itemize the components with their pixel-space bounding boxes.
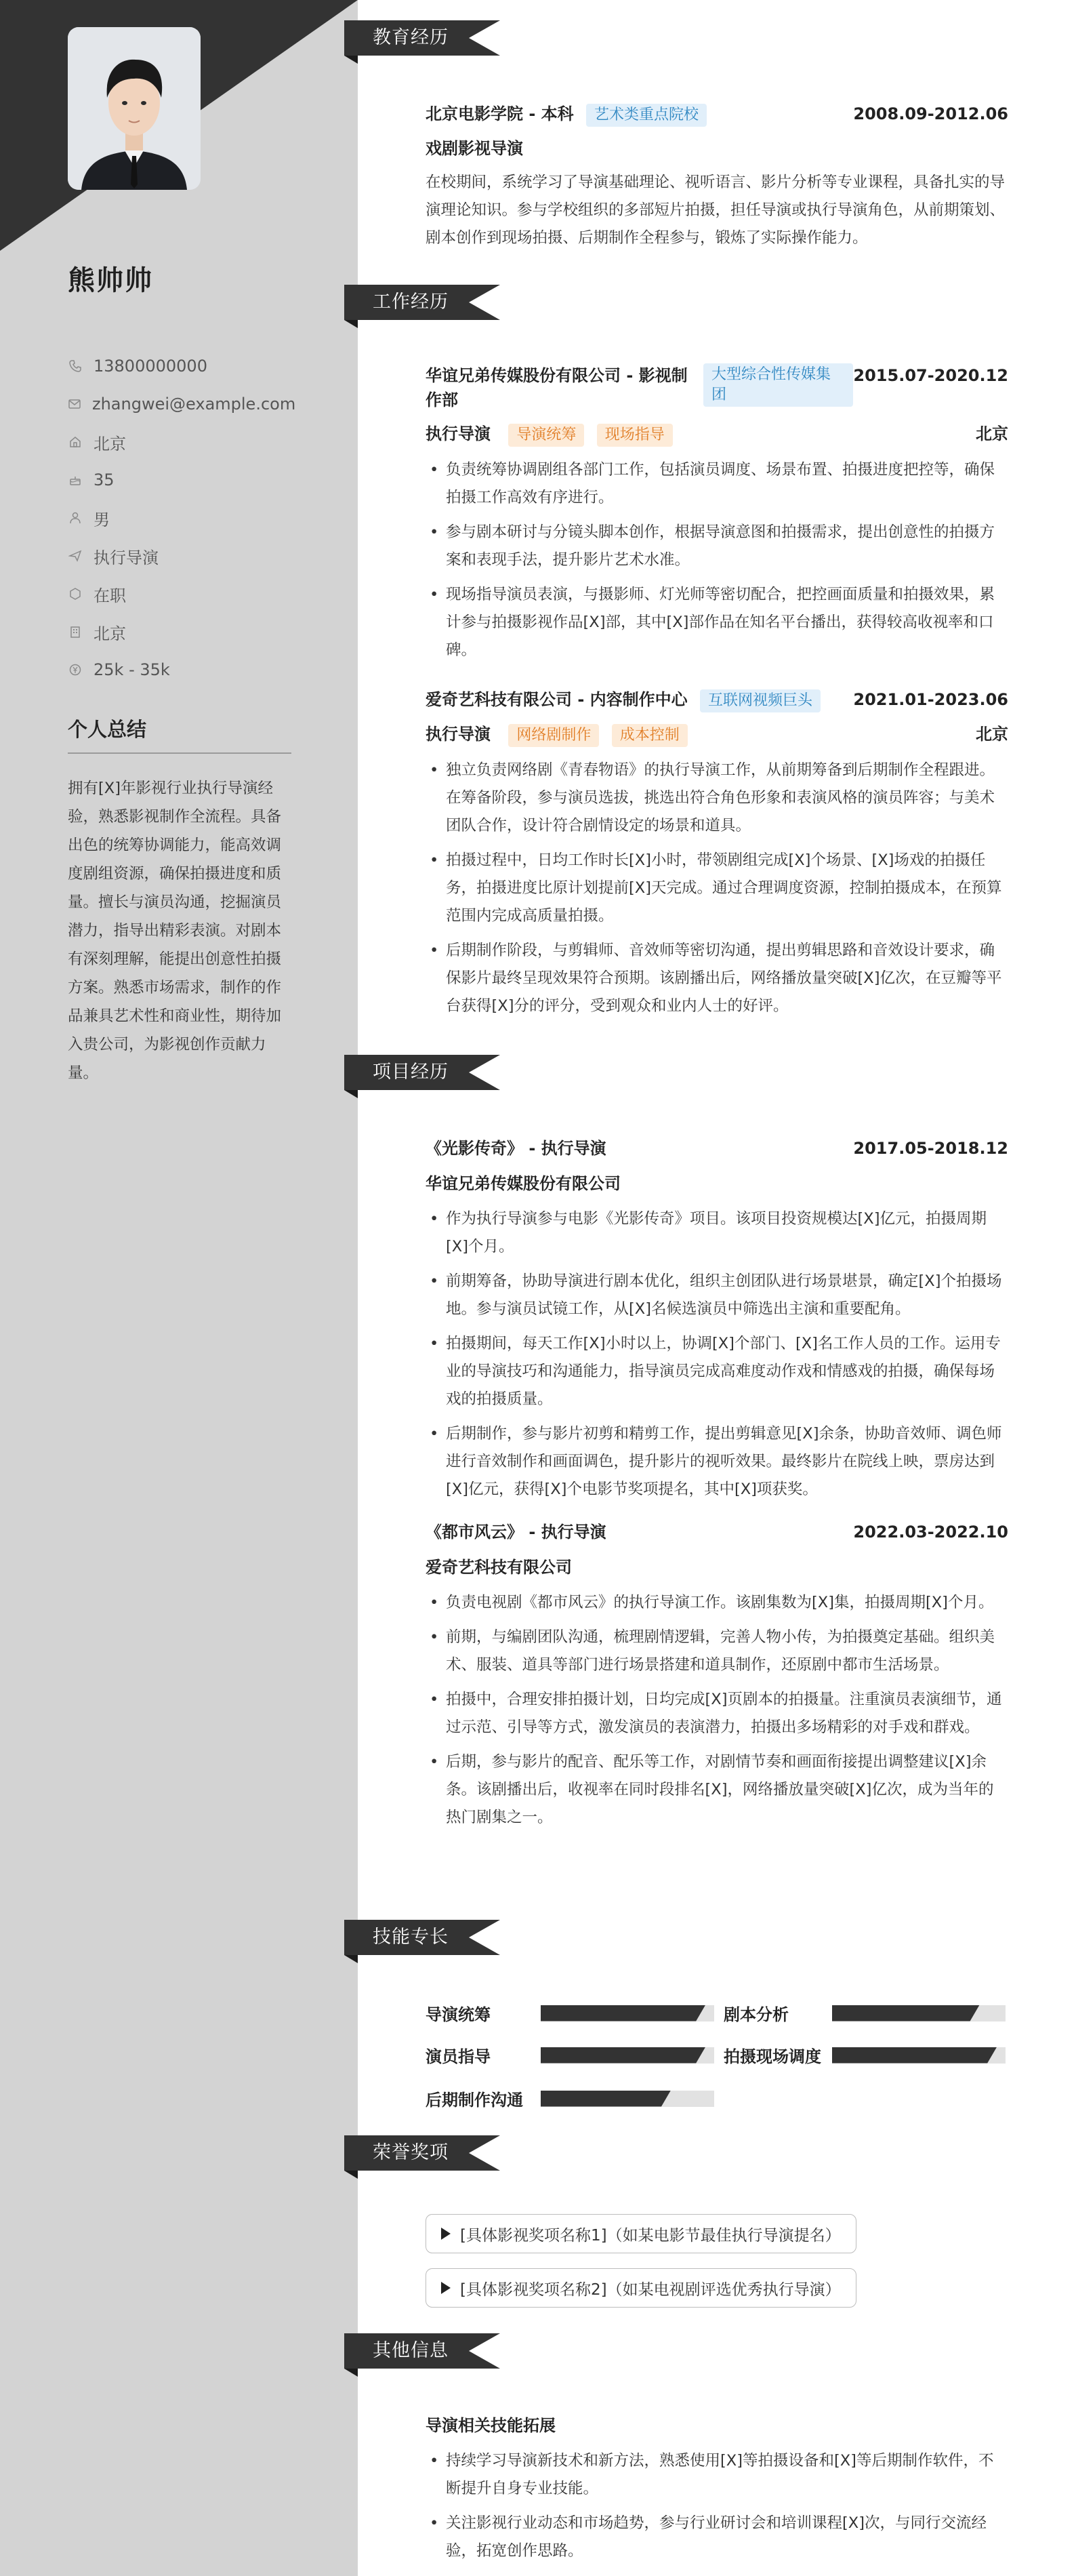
work-role: 执行导演	[426, 424, 491, 443]
info-salary-value: 25k - 35k	[94, 660, 170, 679]
skill-item	[426, 2001, 714, 2025]
skill-name: 后期制作沟通	[426, 2091, 523, 2110]
skill-bar-fill	[832, 2047, 997, 2064]
list-item: • 拍摄过程中，日均工作时长[X]小时，带领剧组完成[X]个场景、[X]场戏的拍摄任务，拍摄进度比原计划提前[X]天完成。通过合理调度资源，控制拍摄成本，在预算范围内完成高质量拍摄。	[426, 847, 1008, 930]
education-school-tag: 艺术类重点院校	[586, 104, 707, 127]
education-entry	[426, 102, 1008, 252]
skill-bar-fill	[541, 2005, 705, 2021]
info-city	[68, 613, 291, 651]
section-header-other	[344, 2333, 500, 2369]
skill-name: 拍摄现场调度	[724, 2047, 821, 2066]
phone-icon	[68, 359, 83, 374]
work-city: 北京	[976, 424, 1008, 443]
skill-bar	[541, 2005, 714, 2021]
project-title: 《都市风云》 - 执行导演	[426, 1523, 606, 1542]
project-bullets	[426, 1205, 1008, 1504]
triangle-right-icon	[441, 2228, 451, 2240]
project-entry	[426, 1520, 1008, 1838]
other-title: 导演相关技能拓展	[426, 2416, 556, 2435]
avatar	[68, 27, 201, 190]
work-role: 执行导演	[426, 725, 491, 744]
skill-bar-fill	[541, 2047, 705, 2064]
work-entry	[426, 363, 1008, 671]
skill-item	[426, 2043, 714, 2067]
other-entry	[426, 2413, 1008, 2572]
work-skill-tag: 网络剧制作	[508, 724, 599, 747]
list-item: • 作为执行导演参与电影《光影传奇》项目。该项目投资规模达[X]亿元，拍摄周期[X]个月。	[426, 1205, 1008, 1261]
project-company: 华谊兄弟传媒股份有限公司	[426, 1174, 621, 1193]
work-company-tag: 互联网视频巨头	[700, 689, 821, 712]
education-major: 戏剧影视导演	[426, 139, 523, 158]
summary-divider	[68, 752, 291, 754]
work-company-tag: 大型综合性传媒集团	[703, 363, 853, 407]
section-title-awards: 荣誉奖项	[373, 2142, 449, 2163]
list-item: • 负责电视剧《都市风云》的执行导演工作。该剧集数为[X]集，拍摄周期[X]个月。	[426, 1589, 1008, 1617]
skill-bar	[832, 2047, 1006, 2064]
work-date: 2021.01-2023.06	[853, 690, 1008, 709]
skill-item	[724, 2001, 1006, 2025]
skill-name: 导演统筹	[426, 2005, 491, 2024]
project-bullets	[426, 1589, 1008, 1832]
info-status-value: 在职	[94, 586, 126, 605]
summary-title: 个人总结	[68, 718, 147, 741]
skill-bar	[832, 2005, 1006, 2021]
send-icon	[68, 548, 83, 563]
work-bullets	[426, 456, 1008, 664]
info-gender	[68, 499, 291, 537]
candidate-name: 熊帅帅	[68, 265, 153, 296]
info-status	[68, 575, 291, 613]
list-item: • 后期制作阶段，与剪辑师、音效师等密切沟通，提出剪辑思路和音效设计要求，确保影片最终呈现效果符合预期。该剧播出后，网络播放量突破[X]亿次，在豆瓣等平台获得[X]分的评分，受到观众和业内人士的好评。	[426, 937, 1008, 1020]
list-item: • 拍摄中，合理安排拍摄计划，日均完成[X]页剧本的拍摄量。注重演员表演细节，通过示范、引导等方式，激发演员的表演潜力，拍摄出多场精彩的对手戏和群戏。	[426, 1686, 1008, 1742]
list-item: • 参与剧本研讨与分镜头脚本创作，根据导演意图和拍摄需求，提出创意性的拍摄方案和表现手法，提升影片艺术水准。	[426, 519, 1008, 574]
info-city-value: 北京	[94, 624, 126, 643]
work-city: 北京	[976, 725, 1008, 744]
section-header-awards	[344, 2135, 500, 2171]
project-date: 2017.05-2018.12	[853, 1139, 1008, 1158]
section-header-projects	[344, 1055, 500, 1090]
info-gender-value: 男	[94, 510, 110, 529]
section-title-skills: 技能专长	[373, 1927, 449, 1948]
award-text: [具体影视奖项名称2]（如某电视剧评选优秀执行导演）	[460, 2280, 841, 2299]
info-hometown	[68, 423, 291, 461]
home-icon	[68, 435, 83, 449]
info-phone-value: 13800000000	[94, 357, 207, 376]
gender-icon	[68, 510, 83, 525]
work-date: 2015.07-2020.12	[853, 366, 1008, 385]
award-item	[426, 2268, 856, 2308]
section-header-skills	[344, 1920, 500, 1955]
sidebar	[0, 0, 358, 2576]
section-title-projects: 项目经历	[373, 1062, 449, 1083]
main-content	[358, 0, 1076, 2576]
work-bullets	[426, 757, 1008, 1020]
list-item: • 负责统筹协调剧组各部门工作，包括演员调度、场景布置、拍摄进度把控等，确保拍摄工作高效有序进行。	[426, 456, 1008, 512]
work-skill-tag: 成本控制	[612, 724, 688, 747]
skill-item	[426, 2087, 714, 2110]
section-title-work: 工作经历	[373, 291, 449, 313]
work-skill-tag: 导演统筹	[508, 424, 584, 447]
info-email-value: zhangwei@example.com	[92, 395, 296, 414]
project-title: 《光影传奇》 - 执行导演	[426, 1139, 606, 1158]
work-entry	[426, 687, 1008, 1027]
skill-bar	[541, 2047, 714, 2064]
info-phone	[68, 347, 291, 385]
section-header-work	[344, 285, 500, 320]
salary-icon	[68, 662, 83, 677]
list-item: • 后期，参与影片的配音、配乐等工作，对剧情节奏和画面衔接提出调整建议[X]余条。该剧播出后，收视率在同时段排名[X]，网络播放量突破[X]亿次，成为当年的热门剧集之一。	[426, 1748, 1008, 1832]
project-date: 2022.03-2022.10	[853, 1523, 1008, 1542]
skill-name: 剧本分析	[724, 2005, 789, 2024]
list-item: • 后期制作，参与影片初剪和精剪工作，提出剪辑意见[X]余条，协助音效师、调色师进行音效制作和画面调色，提升影片的视听效果。最终影片在院线上映，票房达到[X]亿元，获得[X]个电影节奖项提名，其中[X]项获奖。	[426, 1420, 1008, 1504]
list-item: • 前期筹备，协助导演进行剧本优化，组织主创团队进行场景堪景，确定[X]个拍摄场地。参与演员试镜工作，从[X]名候选演员中筛选出主演和重要配角。	[426, 1268, 1008, 1323]
work-company: 华谊兄弟传媒股份有限公司 - 影视制作部	[426, 366, 688, 409]
education-school: 北京电影学院 - 本科	[426, 104, 574, 123]
info-email	[68, 385, 296, 423]
info-position-value: 执行导演	[94, 548, 159, 567]
skill-item	[724, 2043, 1006, 2067]
list-item: • 持续学习导演新技术和新方法，熟悉使用[X]等拍摄设备和[X]等后期制作软件，不断提升自身专业技能。	[426, 2447, 1008, 2503]
education-date: 2008.09-2012.06	[853, 104, 1008, 123]
list-item: • 独立负责网络剧《青春物语》的执行导演工作，从前期筹备到后期制作全程跟进。在筹备阶段，参与演员选拔，挑选出符合角色形象和表演风格的演员阵容；与美术团队合作，设计符合剧情设定的场景和道具。	[426, 757, 1008, 840]
work-skill-tag: 现场指导	[597, 424, 673, 447]
cake-icon	[68, 472, 83, 487]
project-company: 爱奇艺科技有限公司	[426, 1558, 572, 1577]
info-age	[68, 461, 291, 499]
building-icon	[68, 624, 83, 639]
section-header-education	[344, 20, 500, 56]
skill-bar-fill	[541, 2091, 671, 2107]
info-salary	[68, 651, 291, 689]
email-icon	[68, 397, 81, 411]
status-icon	[68, 586, 83, 601]
award-item	[426, 2214, 856, 2253]
project-entry	[426, 1136, 1008, 1510]
skill-name: 演员指导	[426, 2047, 491, 2066]
section-title-education: 教育经历	[373, 27, 449, 48]
triangle-right-icon	[441, 2282, 451, 2294]
list-item: • 前期，与编剧团队沟通，梳理剧情逻辑，完善人物小传，为拍摄奠定基础。组织美术、服装、道具等部门进行场景搭建和道具制作，还原剧中都市生活场景。	[426, 1624, 1008, 1679]
list-item: • 现场指导演员表演，与摄影师、灯光师等密切配合，把控画面质量和拍摄效果，累计参与拍摄影视作品[X]部，其中[X]部作品在知名平台播出，获得较高收视率和口碑。	[426, 581, 1008, 664]
award-text: [具体影视奖项名称1]（如某电影节最佳执行导演提名）	[460, 2226, 841, 2245]
summary-text: 拥有[X]年影视行业执行导演经验，熟悉影视制作全流程。具备出色的统筹协调能力，能高效调度剧组资源，确保拍摄进度和质量。擅长与演员沟通，挖掘演员潜力，指导出精彩表演。对剧本有深刻理解，能提出创意性拍摄方案。熟悉市场需求，制作的作品兼具艺术性和商业性，期待加入贵公司，为影视创作贡献力量。	[68, 780, 282, 1082]
education-description: 在校期间，系统学习了导演基础理论、视听语言、影片分析等专业课程，具备扎实的导演理论知识。参与学校组织的多部短片拍摄，担任导演或执行导演角色，从前期策划、剧本创作到现场拍摄、后期制作全程参与，锻炼了实际操作能力。	[426, 174, 1006, 247]
contact-info-list	[68, 347, 296, 689]
work-company: 爱奇艺科技有限公司 - 内容制作中心	[426, 690, 688, 709]
list-item: • 关注影视行业动态和市场趋势，参与行业研讨会和培训课程[X]次，与同行交流经验，拓宽创作思路。	[426, 2510, 1008, 2565]
skill-bar-fill	[832, 2005, 980, 2021]
info-hometown-value: 北京	[94, 434, 126, 454]
list-item: • 拍摄期间，每天工作[X]小时以上，协调[X]个部门、[X]名工作人员的工作。运用专业的导演技巧和沟通能力，指导演员完成高难度动作戏和情感戏的拍摄，确保每场戏的拍摄质量。	[426, 1330, 1008, 1413]
other-bullets	[426, 2447, 1008, 2565]
info-age-value: 35	[94, 470, 115, 489]
skill-bar	[541, 2091, 714, 2107]
info-position	[68, 537, 291, 575]
section-title-other: 其他信息	[373, 2340, 449, 2361]
